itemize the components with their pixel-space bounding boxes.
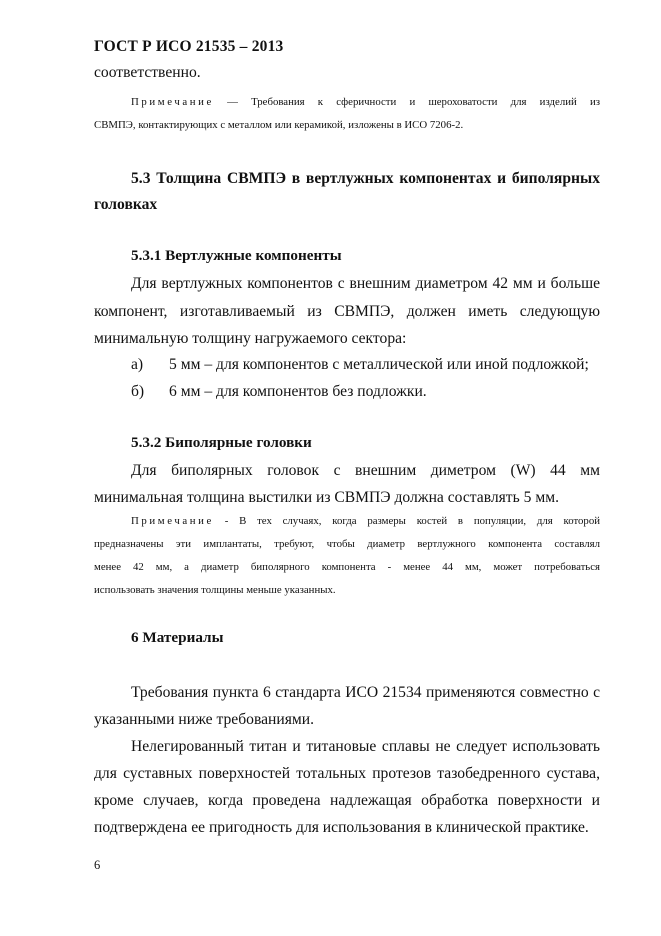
section-6-p1-line-2: указанными ниже требованиями.: [94, 711, 315, 728]
list-item-text: 5 мм – для компонентов с металлической или иной подложкой;: [169, 356, 589, 373]
note-2-text: - В тех случаях, когда размеры костей в популяции, для которой: [224, 515, 600, 527]
section-5-3-1-para-line-2: компонент, изготавливаемый из СВМПЭ, должен иметь следующую: [94, 303, 600, 320]
list-item-text: 6 мм – для компонентов без подложки.: [169, 383, 427, 400]
section-5-3-2-para-line-1: Для биполярных головок с внешним диметром (W) 44 мм: [131, 462, 600, 479]
note-2-line-3: менее 42 мм, а диаметр биполярного компонента - менее 44 мм, может потребоваться: [94, 561, 600, 573]
section-5-3-title-line-2: головках: [94, 196, 158, 213]
list-item: [131, 352, 589, 379]
document-header: ГОСТ Р ИСО 21535 – 2013: [94, 38, 284, 55]
note-2-line-2: предназначены эти имплантаты, требуют, чтобы диаметр вертлужного компонента составлял: [94, 538, 600, 550]
note-1-line-2: СВМПЭ, контактирующих с металлом или керамикой, изложены в ИСО 7206-2.: [94, 119, 464, 131]
section-6-p2-line-2: для суставных поверхностей тотальных протезов тазобедренного сустава,: [94, 765, 600, 782]
note-2-label: Примечание: [131, 515, 214, 527]
note-1-label: Примечание: [131, 96, 214, 108]
section-5-3-title-line-1: 5.3 Толщина СВМПЭ в вертлужных компонентах и биполярных: [131, 170, 600, 187]
section-6-p2-line-4: подтверждена ее пригодность для использования в клинической практике.: [94, 819, 589, 836]
section-5-3-1-title: 5.3.1 Вертлужные компоненты: [131, 247, 342, 264]
intro-text: соответственно.: [94, 64, 201, 81]
section-6-title: 6 Материалы: [131, 629, 224, 646]
note-2-line-4: использовать значения толщины меньше указанных.: [94, 584, 336, 596]
section-5-3-1-para-line-3: минимальную толщину нагружаемого сектора:: [94, 330, 407, 347]
list-item-marker: б): [131, 383, 145, 400]
note-1-text: — Требования к сферичности и шероховатости для изделий из: [227, 96, 600, 108]
section-5-3-1-para-line-1: Для вертлужных компонентов с внешним диаметром 42 мм и больше: [131, 275, 600, 292]
page-number: 6: [94, 858, 101, 872]
section-6-p2-line-3: кроме случаев, когда проведена надлежащая обработка поверхности и: [94, 792, 600, 809]
note-1-line-1: [131, 91, 600, 113]
section-5-3-2-para-line-2: минимальная толщина выстилки из СВМПЭ должна составлять 5 мм.: [94, 489, 559, 506]
section-6-p2-line-1: Нелегированный титан и титановые сплавы не следует использовать: [131, 738, 600, 755]
list-item: [131, 379, 427, 406]
section-5-3-2-title: 5.3.2 Биполярные головки: [131, 434, 312, 451]
note-2-line-1: [131, 510, 600, 532]
list-item-marker: а): [131, 356, 144, 373]
section-6-p1-line-1: Требования пункта 6 стандарта ИСО 21534 применяются совместно с: [131, 684, 600, 701]
